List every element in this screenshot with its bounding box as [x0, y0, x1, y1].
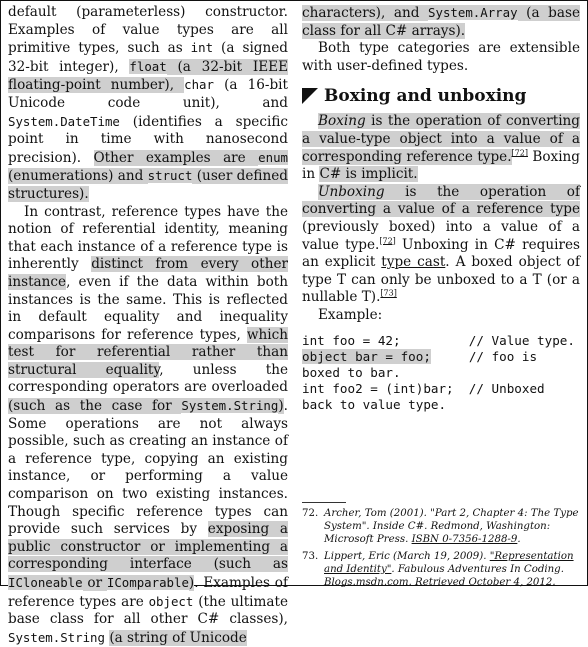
left-column	[8, 4, 288, 647]
isbn-link[interactable]: ISBN 0-7356-1288-9	[411, 534, 518, 545]
boxing-paragraph: Boxing is the operation of converting a value-type object into a value of a corresponding reference type.[72] Boxing in C# is implicit.	[302, 113, 581, 183]
footnotes	[302, 507, 580, 593]
heading-marker-icon	[302, 88, 318, 104]
citation-link[interactable]: [72]	[379, 236, 396, 245]
section-heading-text: Boxing and unboxing	[324, 86, 527, 107]
example-label: Example:	[318, 306, 383, 323]
right-column	[302, 4, 580, 413]
citation-link[interactable]: [72]	[511, 148, 528, 158]
footnote-item: 72. Archer, Tom (2001). "Part 2, Chapter 4: The Type System". Inside C#. Redmond, Washington: Microsoft Press. ISBN 0-7356-1288-9.	[302, 508, 579, 545]
citation-link[interactable]: [73]	[380, 288, 397, 298]
value-types-paragraph: default (parameterless) constructor. Examples of value types are all primitive types, such as int (a signed 32-bit integer), float (a 32-bit IEEE floating-point number), char (a 16-bit Unicode code unit), and System.DateTime (identifies a specific point in time with nanosecond precision). Other examples are enum (enumerations) and struct (user defined structures).	[8, 4, 288, 202]
extensible-paragraph: Both type categories are extensible with user-defined types.	[302, 40, 580, 74]
reference-link[interactable]: "Representation and Identity"	[324, 551, 574, 575]
section-heading	[302, 85, 580, 107]
continued-paragraph: characters), and System.Array (a base class for all C# arrays).	[302, 5, 580, 39]
type-cast-link[interactable]: type cast	[381, 254, 446, 271]
unboxing-paragraph: Unboxing is the operation of converting a value of a reference type (previously boxed) into a value of a value type.[72] Unboxing in C# requires an explicit type cast. A boxed object of type T can only be unboxed to a T (or a nullable T).[73]	[302, 183, 580, 306]
code-block: int foo = 42; // Value type. object bar = foo; // foo is boxed to bar. int foo2 = (int)bar; // Unboxed back to value type.	[302, 332, 575, 412]
footnote-item: 73. Lippert, Eric (March 19, 2009). "Representation and Identity". Fabulous Adventures In Coding. Blogs.msdn.com. Retrieved October 4, 2012.	[302, 551, 574, 588]
reference-types-paragraph: In contrast, reference types have the notion of referential identity, meaning that each instance of a reference type is inherently distinct from every other instance, even if the data within both instances is the same. This is reflected in default equality and inequality comparisons for reference types, which test for referential rather than structural equality, unless the corresponding operators are overloaded (such as the case for System.String). Some operations are not always possible, such as creating an instance of a reference type, copying an existing instance, or performing a value comparison on two existing instances. Though specific reference types can provide such services by exposing a public constructor or implementing a corresponding interface (such as ICloneable or IComparable). Examples of reference types are object (the ultimate base class for all other C# classes), System.String (a string of Unicode	[8, 203, 289, 646]
footnote-divider	[302, 502, 346, 503]
